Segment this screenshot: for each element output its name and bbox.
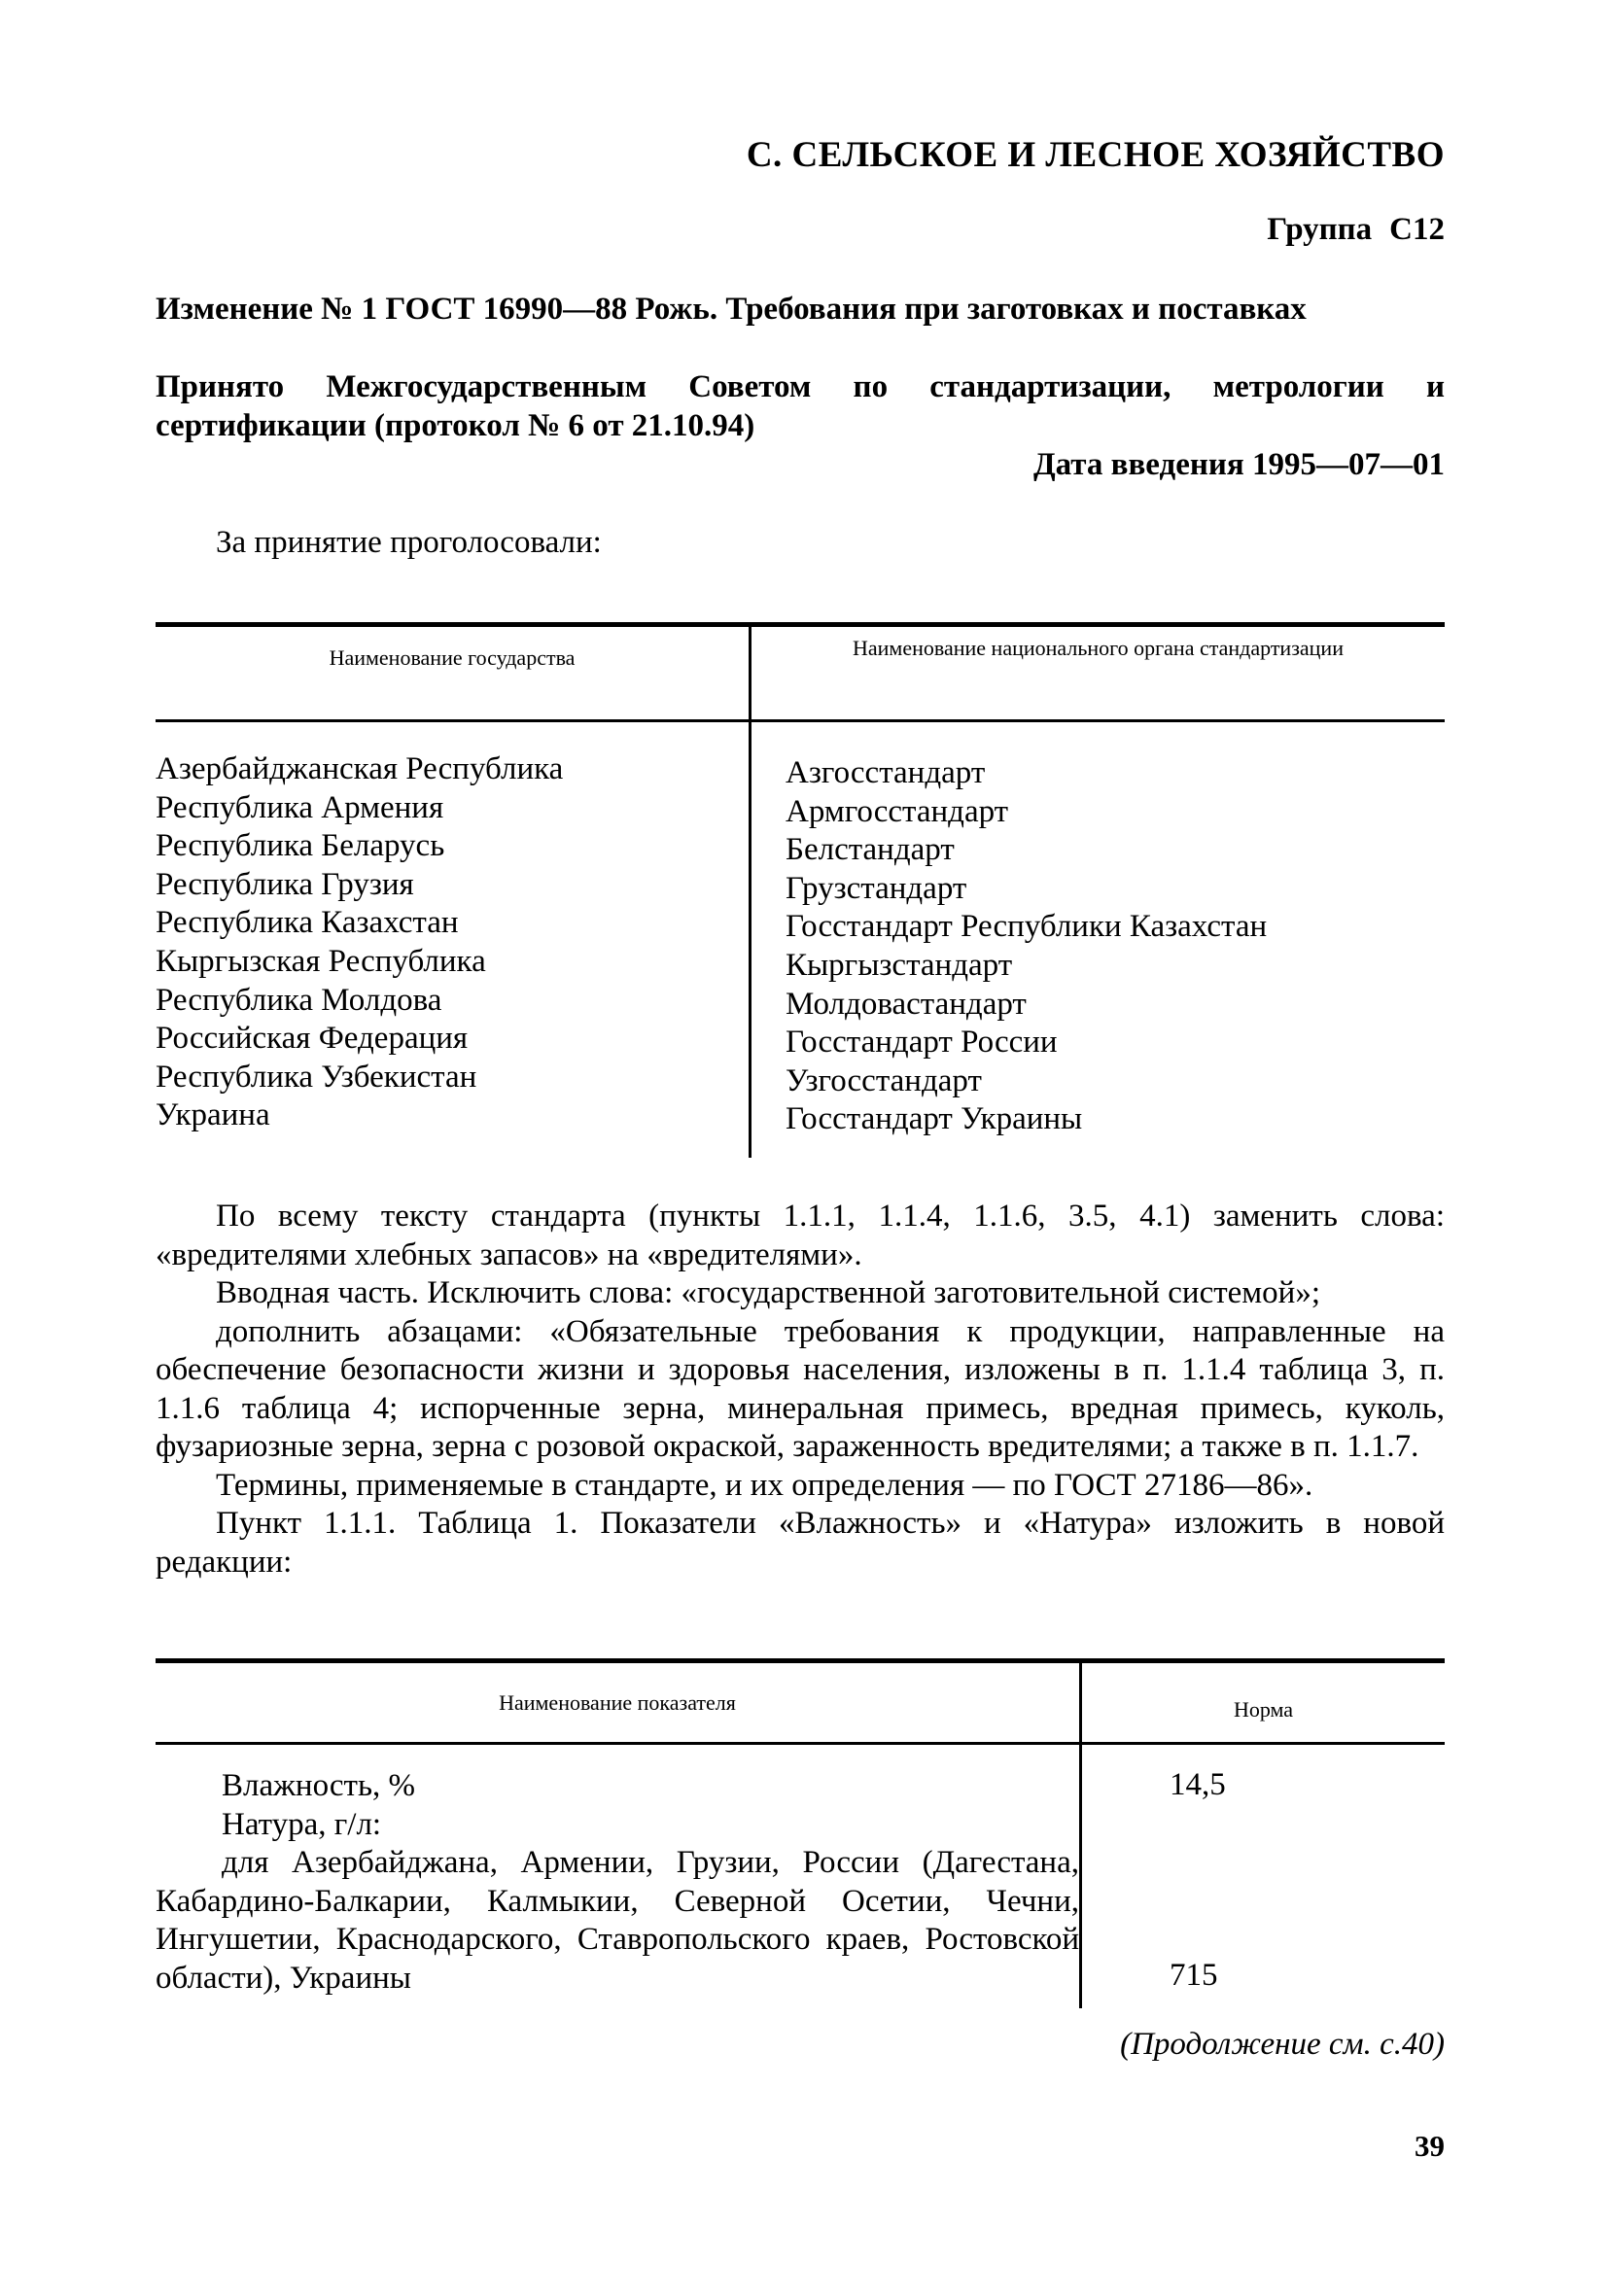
section-title: С. СЕЛЬСКОЕ И ЛЕСНОЕ ХОЗЯЙСТВО: [746, 135, 1445, 175]
change-title: Изменение № 1 ГОСТ 16990—88 Рожь. Требования при заготовках и поставках: [156, 292, 1307, 327]
table-row-body: Госстандарт России: [786, 1025, 1058, 1061]
table-header-rule: [156, 719, 1445, 722]
table-row-body: Белстандарт: [786, 832, 955, 868]
norm-value-moisture: 14,5: [1170, 1767, 1226, 1802]
table-row-indicator: Натура, г/л:: [222, 1806, 382, 1842]
table-row-body: Грузстандарт: [786, 870, 967, 906]
table-row-state: Республика Армения: [156, 789, 444, 825]
group-code: С12: [1389, 212, 1445, 247]
column-header-state: Наименование государства: [329, 645, 576, 670]
continued-note: (Продолжение см. с.40): [1120, 2027, 1445, 2062]
group-label-text: Группа: [1267, 212, 1373, 247]
table-row-body: Госстандарт Республики Казахстан: [786, 909, 1268, 945]
table-row-body: Молдовастандарт: [786, 986, 1027, 1022]
table-row-state: Кыргызская Республика: [156, 943, 486, 979]
table-row-body: Госстандарт Украины: [786, 1101, 1083, 1137]
state-list: [156, 750, 563, 1135]
table-row-state: Азербайджанская Республика: [156, 751, 564, 786]
paragraph: По всему тексту стандарта (пункты 1.1.1, 1.1.4, 1.1.6, 3.5, 4.1) заменить слова: «вредителями хлебных запасов» на «вредителями».: [156, 1199, 1445, 1272]
table-top-rule: [156, 1658, 1445, 1663]
table-row-body: Армгосстандарт: [786, 793, 1009, 829]
table-row-state: Украина: [156, 1097, 270, 1133]
table-top-rule: [156, 622, 1445, 627]
amendment-text: [156, 1198, 1445, 1582]
table-row-state: Республика Грузия: [156, 866, 414, 902]
paragraph: Вводная часть. Исключить слова: «государственной заготовительной системой»;: [216, 1275, 1321, 1310]
voted-label: За принятие проголосовали:: [216, 525, 602, 560]
table-row-body: Азгосстандарт: [786, 755, 986, 790]
table-row-state: Республика Беларусь: [156, 828, 445, 864]
page-number: 39: [1415, 2129, 1445, 2163]
table-row-state: Российская Федерация: [156, 1021, 469, 1057]
standards-body-list: [786, 754, 1267, 1139]
table-row-body: Кыргызстандарт: [786, 947, 1013, 983]
column-header-indicator: Наименование показателя: [499, 1690, 736, 1715]
paragraph: Пункт 1.1.1. Таблица 1. Показатели «Влажность» и «Натура» изложить в новой редакции:: [156, 1506, 1445, 1580]
table-row-state: Республика Молдова: [156, 982, 442, 1018]
table-row-state: Республика Узбекистан: [156, 1059, 477, 1095]
indicator-names: [156, 1767, 1079, 1998]
table-header-rule: [156, 1742, 1445, 1745]
accepted-statement: Принято Межгосударственным Советом по стандартизации, метрологии и сертификации (протокол № 6 от 21.10.94): [156, 369, 1445, 443]
table-row-state: Республика Казахстан: [156, 905, 459, 941]
column-header-norm: Норма: [1233, 1697, 1294, 1722]
column-header-standards-body: Наименование национального органа стандартизации: [853, 636, 1344, 660]
table-row-indicator: для Азербайджана, Армении, Грузии, России (Дагестана, Кабардино-Балкарии, Калмыкии, Северной Осетии, Чечни, Ингушетии, Краснодарского, Ставропольского краев, Ростовской области), Украины: [156, 1845, 1079, 1996]
table-row-indicator: Влажность, %: [222, 1768, 416, 1803]
paragraph: дополнить абзацами: «Обязательные требования к продукции, направленные на обеспечение безопасности жизни и здоровья населения, изложены в п. 1.1.4 таблица 3, п. 1.1.6 таблица 4; испорченные зерна, минеральная примесь, вредная примесь, куколь, фузариозные зерна, зерна с розовой окраской, зараженность вредителями; а также в п. 1.1.7.: [156, 1313, 1445, 1464]
effective-date: Дата введения 1995—07—01: [1032, 447, 1445, 482]
norm-value-test-weight: 715: [1170, 1958, 1218, 1993]
paragraph: Термины, применяемые в стандарте, и их определения — по ГОСТ 27186—86».: [216, 1467, 1313, 1503]
table-row-body: Узгосстандарт: [786, 1062, 982, 1098]
group-label: [1267, 212, 1445, 248]
column-divider: [749, 625, 752, 1158]
